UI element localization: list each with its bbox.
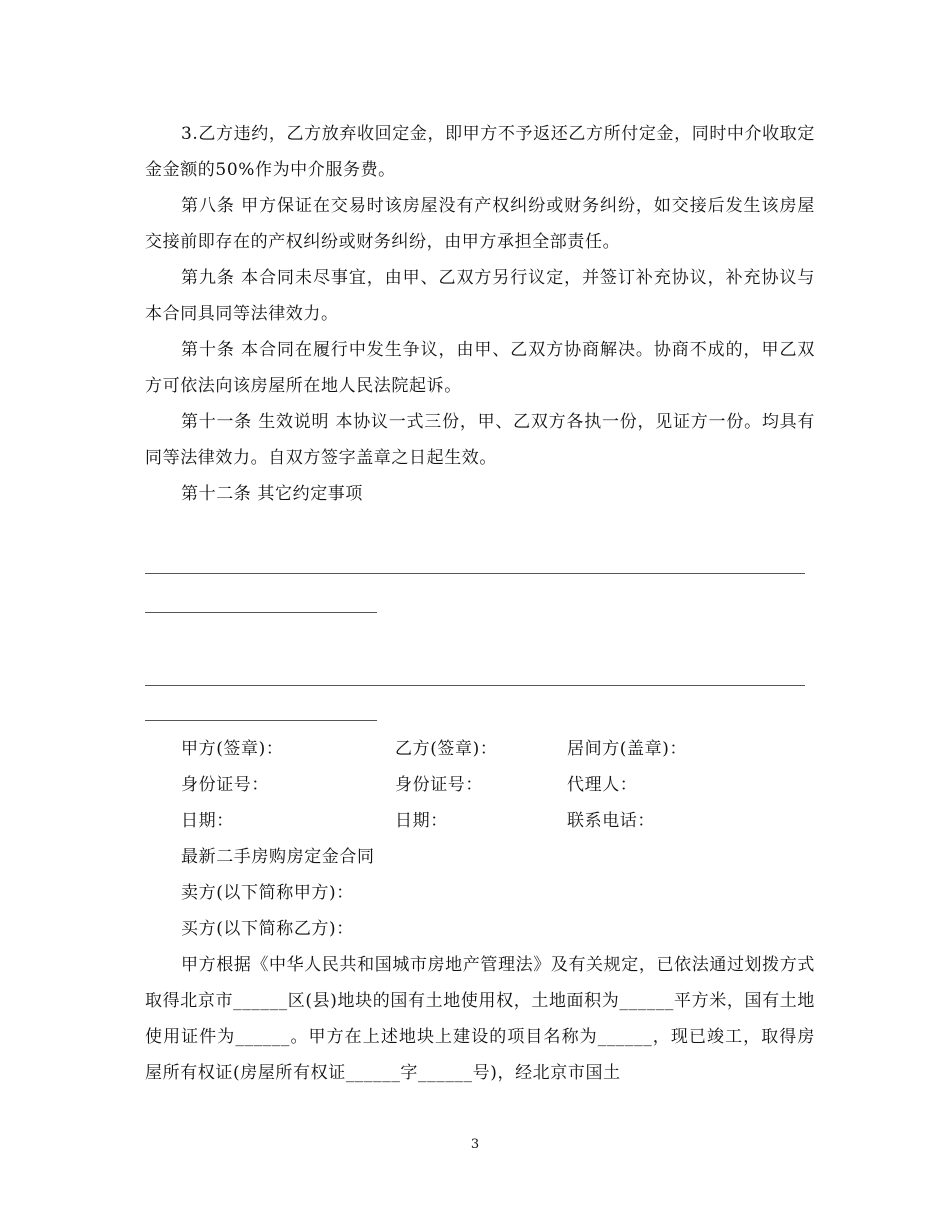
party-a-id-label: 身份证号： [181,775,269,795]
party-b-id-label: 身份证号： [395,775,483,795]
blank-line [145,573,805,574]
seller-line: 卖方(以下简称甲方)： [181,883,354,903]
page-number: 3 [470,1137,480,1152]
blank-line [145,612,377,613]
signature-row [181,731,821,767]
blank-line [145,685,805,686]
clause-7-item-3: 3.乙方违约，乙方放弃收回定金，即甲方不予返还乙方所付定金，同时中介收取定金金额的50%作为中介服务费。 [145,124,815,180]
clause-9: 第九条 本合同未尽事宜，由甲、乙双方另行议定，并签订补充协议，补充协议与本合同具同等法律效力。 [145,268,815,324]
date-row [181,803,821,839]
blank-line [145,720,377,721]
clause-12: 第十二条 其它约定事项 [181,484,364,504]
buyer-line: 买方(以下简称乙方)： [181,919,354,939]
clause-10: 第十条 本合同在履行中发生争议，由甲、乙双方协商解决。协商不成的，甲乙双方可依法向该房屋所在地人民法院起诉。 [145,340,815,396]
contract-title: 最新二手房购房定金合同 [181,847,375,867]
party-b-date-label: 日期： [395,811,448,831]
phone-label: 联系电话： [567,811,655,831]
contract-body: 甲方根据《中华人民共和国城市房地产管理法》及有关规定，已依法通过划拨方式取得北京市______区(县)地块的国有土地使用权，土地面积为______平方米，国有土地使用证件为______。甲方在上述地块上建设的项目名称为______，现已竣工，取得房屋所有权证(房屋所有权证______字______号)，经北京市国土 [145,955,815,1083]
intermediary-seal-label: 居间方(盖章)： [567,739,688,759]
clause-11: 第十一条 生效说明 本协议一式三份，甲、乙双方各执一份，见证方一份。均具有同等法律效力。自双方签字盖章之日起生效。 [145,412,815,468]
agent-label: 代理人： [567,775,638,795]
clause-8: 第八条 甲方保证在交易时该房屋没有产权纠纷或财务纠纷，如交接后发生该房屋交接前即存在的产权纠纷或财务纠纷，由甲方承担全部责任。 [145,196,815,252]
party-b-signature-label: 乙方(签章)： [395,739,498,759]
party-a-date-label: 日期： [181,811,234,831]
id-row [181,767,821,803]
party-a-signature-label: 甲方(签章)： [181,739,284,759]
